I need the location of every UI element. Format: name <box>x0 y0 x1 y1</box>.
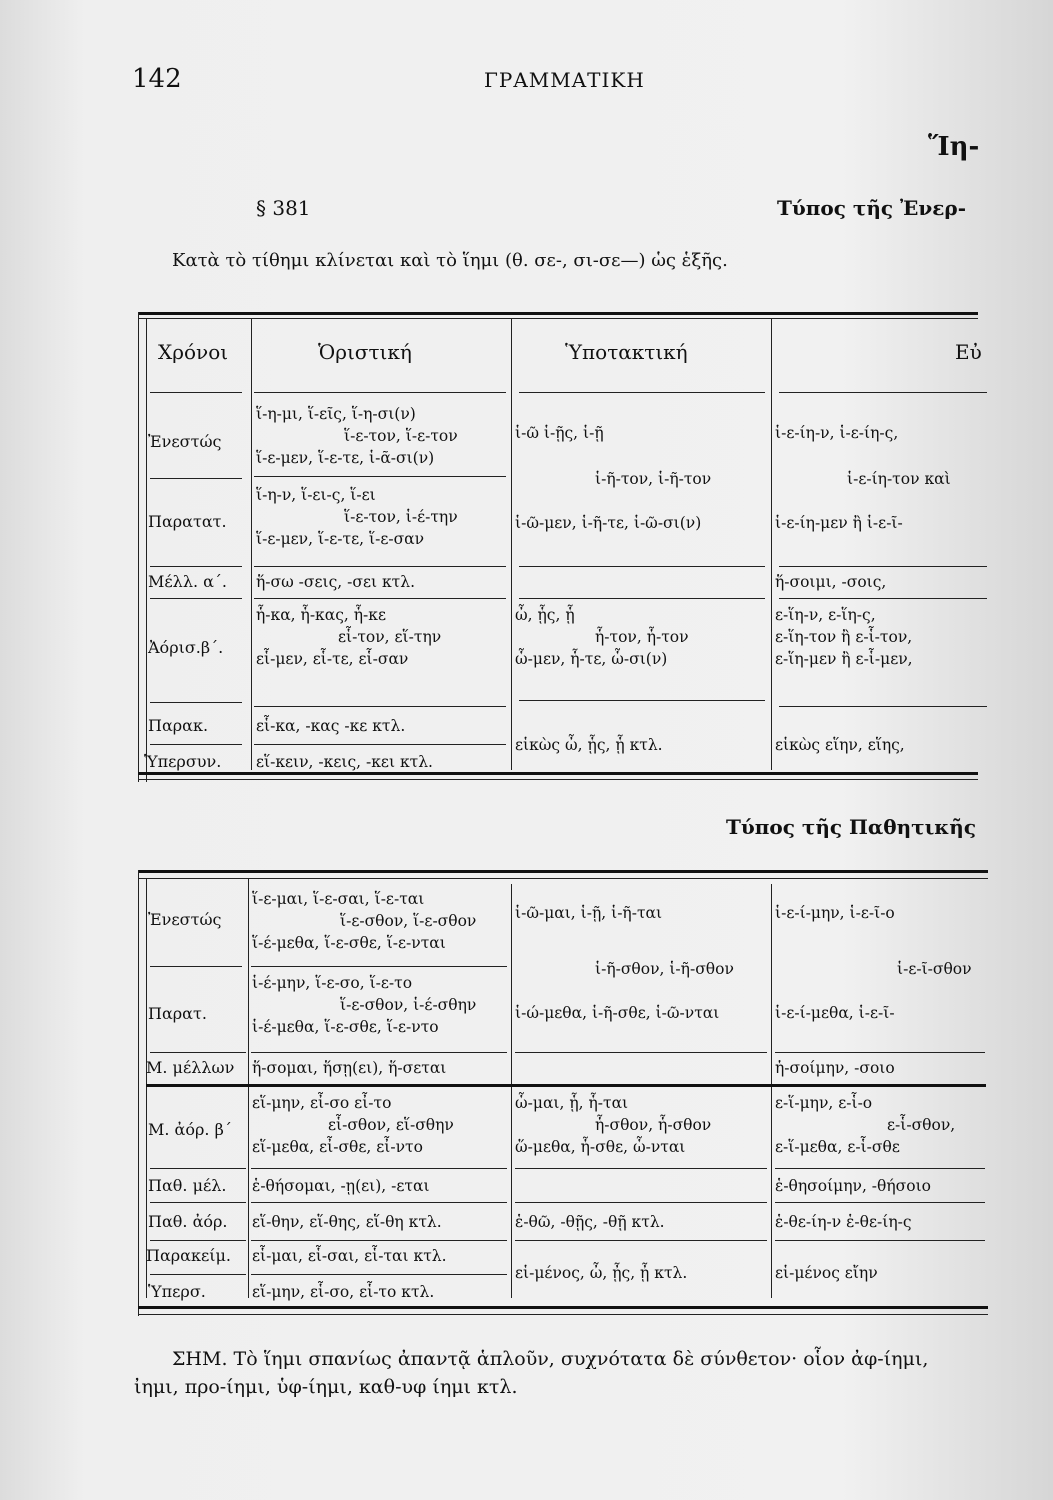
table-rule <box>138 878 988 879</box>
table-rule <box>138 779 978 780</box>
form-line: ἥ-σομαι, ἥσῃ(ει), ἥ-σεται <box>252 1059 447 1077</box>
form-line: ἱ-ώ-μεθα, ἱ-ῆ-σθε, ἱ-ῶ-νται <box>515 1004 720 1022</box>
row-rule <box>150 744 242 745</box>
column-divider <box>251 318 252 770</box>
row-rule <box>775 1052 985 1053</box>
corner-heading: Ἵη- <box>928 132 980 162</box>
table-rule <box>138 772 978 775</box>
indicative-forms <box>256 715 405 737</box>
row-rule <box>150 1240 246 1241</box>
optative-forms <box>775 604 913 670</box>
row-rule <box>146 1084 986 1087</box>
row-rule <box>251 1168 507 1169</box>
form-line: ἱ-ε-ίη-τον καὶ <box>847 470 951 488</box>
form-line: ἧ-κα, ἧ-κας, ἧ-κε <box>256 606 386 624</box>
column-divider <box>511 884 512 1298</box>
form-line: ἱ-ῶ-μεν, ἱ-ῆ-τε, ἱ-ῶ-σι(ν) <box>515 514 702 532</box>
subjunctive-forms <box>515 958 734 1024</box>
row-rule <box>775 1202 985 1203</box>
row-rule <box>254 744 506 745</box>
row-rule <box>251 966 507 967</box>
tense-label: Μ. ἀόρ. β΄ <box>148 1120 232 1139</box>
indicative-forms <box>256 571 415 593</box>
row-rule <box>251 1274 507 1275</box>
tense-label: Παθ. ἀόρ. <box>148 1212 228 1231</box>
form-line: ἵ-ε-μαι, ἵ-ε-σαι, ἵ-ε-ται <box>252 890 425 908</box>
indicative-forms <box>252 1245 447 1267</box>
form-line: ε-ἷ-σθον, <box>887 1116 956 1134</box>
form-line: ἱ-έ-μεθα, ἵ-ε-σθε, ἵ-ε-ντο <box>252 1018 439 1036</box>
row-rule <box>519 598 765 599</box>
tense-label: Μέλλ. α΄. <box>148 572 228 591</box>
form-line: ἵ-ε-σθον, ἵ-ε-σθον <box>340 912 477 930</box>
indicative-forms <box>252 1092 454 1158</box>
row-rule <box>519 700 765 701</box>
row-rule <box>251 1052 507 1053</box>
table-rule <box>138 312 978 315</box>
table-rule <box>138 870 988 873</box>
active-voice-title: Τύπος τῆς Ἐνερ- <box>777 196 967 220</box>
form-line: ε-ἵη-ν, ε-ἵη-ς, <box>775 606 876 624</box>
row-rule <box>251 1202 507 1203</box>
indicative-forms <box>252 1211 442 1233</box>
column-header-optative: Εὐ <box>955 340 982 364</box>
form-line: εἷ-μαι, εἷ-σαι, εἷ-ται κτλ. <box>252 1247 447 1265</box>
form-line: εἵ-μην, εἷ-σο, εἷ-το κτλ. <box>252 1283 435 1301</box>
form-line: εἷ-μεν, εἷ-τε, εἷ-σαν <box>256 650 409 668</box>
form-line: ἱ-ῶ-μαι, ἱ-ῇ, ἱ-ῆ-ται <box>515 904 663 922</box>
form-line: ἱ-ε-ί-μην, ἱ-ε-ῖ-ο <box>775 904 895 922</box>
form-line: ἑ-θησοίμην, -θήσοιο <box>775 1177 931 1195</box>
indicative-forms <box>252 1281 434 1303</box>
row-rule <box>515 1202 767 1203</box>
row-rule <box>251 1240 507 1241</box>
indicative-forms <box>252 888 476 954</box>
form-line: ἵ-η-ν, ἵ-ει-ς, ἵ-ει <box>256 486 376 504</box>
column-divider <box>511 318 512 770</box>
form-line: ἡ-σοίμην, -σοιο <box>775 1059 895 1077</box>
form-line: ὧ-μεν, ἧ-τε, ὧ-σι(ν) <box>515 650 668 668</box>
form-line: ἵ-ε-μεν, ἵ-ε-τε, ἵ-ε-σαν <box>256 530 425 548</box>
form-line: ἱ-ῆ-τον, ἱ-ῆ-τον <box>595 470 712 488</box>
subjunctive-forms <box>515 734 663 756</box>
column-divider <box>771 318 772 770</box>
tense-label: Ἀόρισ.β΄. <box>148 638 224 657</box>
form-line: ἵ-ε-τον, ἱ-έ-την <box>344 508 458 526</box>
form-line: ἥ-σοιμι, -σοις, <box>775 573 887 591</box>
form-line: εἷ-τον, εἵ-την <box>338 628 442 646</box>
form-line: ὥ-μεθα, ἧ-σθε, ὧ-νται <box>515 1138 686 1156</box>
subjunctive-forms <box>515 604 689 670</box>
tense-label: Παρακ. <box>148 716 209 735</box>
row-rule <box>515 1240 767 1241</box>
indicative-forms <box>252 972 476 1038</box>
subjunctive-forms <box>515 1092 711 1158</box>
row-rule <box>150 566 242 567</box>
form-line: ἥ-σω -σεις, -σει κτλ. <box>256 573 415 591</box>
row-rule <box>150 702 242 703</box>
form-line: ἵ-ε-τον, ἵ-ε-τον <box>344 427 458 445</box>
row-rule <box>150 966 242 967</box>
row-rule <box>779 598 987 599</box>
indicative-forms <box>256 403 458 469</box>
table-border <box>146 878 147 1298</box>
passive-voice-title: Τύπος τῆς Παθητικῆς <box>726 815 977 839</box>
optative-forms <box>775 1262 878 1284</box>
subjunctive-forms <box>515 1211 665 1233</box>
subjunctive-forms <box>515 422 604 444</box>
footnote-line: ΣΗΜ. Τὸ ἵημι σπανίως ἀπαντᾷ ἁπλοῦν, συχνότατα δὲ σύνθετον· οἷον ἀφ-ίημι, <box>172 1348 929 1370</box>
tense-label: Παθ. μέλ. <box>148 1176 227 1195</box>
optative-forms <box>775 734 905 756</box>
form-line: ἧ-τον, ἧ-τον <box>595 628 689 646</box>
row-rule <box>150 1052 246 1053</box>
row-rule <box>254 598 506 599</box>
section-number: § 381 <box>256 196 311 220</box>
optative-forms <box>775 422 898 444</box>
form-line: εἱ-μένος, ὦ, ᾖς, ᾖ κτλ. <box>515 1264 688 1282</box>
tense-label: Παρακείμ. <box>146 1246 232 1265</box>
form-line: ε-ἵ-μεθα, ε-ἷ-σθε <box>775 1138 900 1156</box>
row-rule <box>254 476 506 477</box>
tense-label: Παρατ. <box>148 1004 207 1023</box>
optative-forms <box>775 468 951 534</box>
optative-forms <box>775 1211 912 1233</box>
optative-forms <box>775 1092 955 1158</box>
form-line: ἧ-σθον, ἧ-σθον <box>595 1116 712 1134</box>
form-line: ἱ-ε-ίη-ν, ἱ-ε-ίη-ς, <box>775 424 899 442</box>
row-rule <box>150 478 242 479</box>
form-line: εἱκὼς εἵην, εἵης, <box>775 736 905 754</box>
optative-forms <box>775 902 895 924</box>
form-line: εἵ-θην, εἵ-θης, εἵ-θη κτλ. <box>252 1213 442 1231</box>
tense-label: Ἐνεστώς <box>148 910 222 929</box>
row-rule <box>150 1202 246 1203</box>
form-line: ἱ-ε-ῖ-σθον <box>897 960 972 978</box>
row-rule <box>515 1168 767 1169</box>
row-rule <box>515 1052 767 1053</box>
row-rule <box>150 392 242 393</box>
form-line: ἵ-ε-σθον, ἱ-έ-σθην <box>340 996 477 1014</box>
row-rule <box>254 566 506 567</box>
subjunctive-forms <box>515 1262 687 1284</box>
form-line: ἱ-έ-μην, ἵ-ε-σο, ἵ-ε-το <box>252 974 413 992</box>
form-line: ὧ-μαι, ᾗ, ἧ-ται <box>515 1094 629 1112</box>
form-line: εἵ-μην, εἶ-σο εἶ-το <box>252 1094 392 1112</box>
form-line: ἑ-θήσομαι, -ῃ(ει), -εται <box>252 1177 430 1195</box>
form-line: ἱ-ε-ί-μεθα, ἱ-ε-ῖ- <box>775 1004 895 1022</box>
form-line: εἷ-κα, -κας -κε κτλ. <box>256 717 406 735</box>
subjunctive-forms <box>515 468 711 534</box>
tense-label: Ὑπερσ. <box>148 1282 206 1301</box>
row-rule <box>775 1168 985 1169</box>
form-line: ε-ἵ-μην, ε-ἷ-ο <box>775 1094 873 1112</box>
tense-label: Παρατατ. <box>148 512 227 531</box>
subjunctive-forms <box>515 902 662 924</box>
row-rule <box>150 598 242 599</box>
form-line: εἵ-κειν, -κεις, -κει κτλ. <box>256 753 433 771</box>
indicative-forms <box>256 484 458 550</box>
optative-forms <box>775 571 886 593</box>
table-border <box>146 318 147 782</box>
form-line: ἱ-ῶ ἱ-ῇς, ἱ-ῇ <box>515 424 604 442</box>
form-line: ἵ-η-μι, ἵ-εῖς, ἵ-η-σι(ν) <box>256 405 416 423</box>
indicative-forms <box>252 1057 446 1079</box>
tense-label: Ἐνεστώς <box>148 432 222 451</box>
form-line: ε-ἵη-μεν ἢ ε-ἷ-μεν, <box>775 650 913 668</box>
footnote-line: ἰημι, προ-ίημι, ὑφ-ίημι, καθ-υφ ίημι κτλ. <box>134 1376 518 1398</box>
optative-forms <box>775 1057 895 1079</box>
form-line: εἱκὼς ὦ, ᾗς, ᾗ κτλ. <box>515 736 663 754</box>
indicative-forms <box>256 604 441 670</box>
row-rule <box>254 392 506 393</box>
page-number: 142 <box>132 64 182 94</box>
table-rule <box>138 1314 988 1315</box>
tense-label: Ὑπερσυν. <box>144 752 222 771</box>
row-rule <box>779 706 987 707</box>
form-line: ἱ-ε-ίη-μεν ἢ ἱ-ε-ῖ- <box>775 514 903 532</box>
optative-forms <box>775 958 972 1024</box>
table-rule <box>138 318 978 319</box>
indicative-forms <box>252 1175 430 1197</box>
table-rule <box>138 1306 988 1309</box>
column-header-indicative: Ὁριστική <box>318 340 412 364</box>
indicative-forms <box>256 751 433 773</box>
form-line: ἵ-έ-μεθα, ἵ-ε-σθε, ἵ-ε-νται <box>252 934 446 952</box>
form-line: ὦ, ᾗς, ᾗ <box>515 606 575 624</box>
column-header-subjunctive: Ὑποτακτική <box>565 340 688 364</box>
row-rule <box>254 706 506 707</box>
running-title: ΓΡΑΜΜΑΤΙΚΗ <box>484 68 645 92</box>
tense-label: Μ. μέλλων <box>146 1058 235 1077</box>
table-border <box>138 312 139 782</box>
form-line: εἷ-σθον, εἵ-σθην <box>328 1116 454 1134</box>
row-rule <box>150 1168 246 1169</box>
form-line: εἱ-μένος εἴην <box>775 1264 878 1282</box>
row-rule <box>775 1240 985 1241</box>
form-line: ἑ-θῶ, -θῇς, -θῇ κτλ. <box>515 1213 665 1231</box>
form-line: ε-ἵη-τον ἢ ε-ἷ-τον, <box>775 628 913 646</box>
row-rule <box>779 566 987 567</box>
intro-paragraph: Κατὰ τὸ τίθημι κλίνεται καὶ τὸ ἵημι (θ. σε-, σι-σε—) ὡς ἑξῆς. <box>172 250 728 271</box>
optative-forms <box>775 1175 931 1197</box>
row-rule <box>519 392 765 393</box>
row-rule <box>519 566 765 567</box>
column-divider <box>771 884 772 1298</box>
row-rule <box>779 392 987 393</box>
form-line: ἵ-ε-μεν, ἵ-ε-τε, ἱ-ᾶ-σι(ν) <box>256 449 435 467</box>
form-line: ἱ-ῆ-σθον, ἱ-ῆ-σθον <box>595 960 734 978</box>
form-line: ἑ-θε-ίη-ν ἑ-θε-ίη-ς <box>775 1213 912 1231</box>
row-rule <box>150 1274 246 1275</box>
column-divider <box>248 878 249 1298</box>
column-header-tenses: Χρόνοι <box>158 340 229 364</box>
table-border <box>138 870 139 1316</box>
form-line: εἵ-μεθα, εἶ-σθε, εἶ-ντο <box>252 1138 423 1156</box>
